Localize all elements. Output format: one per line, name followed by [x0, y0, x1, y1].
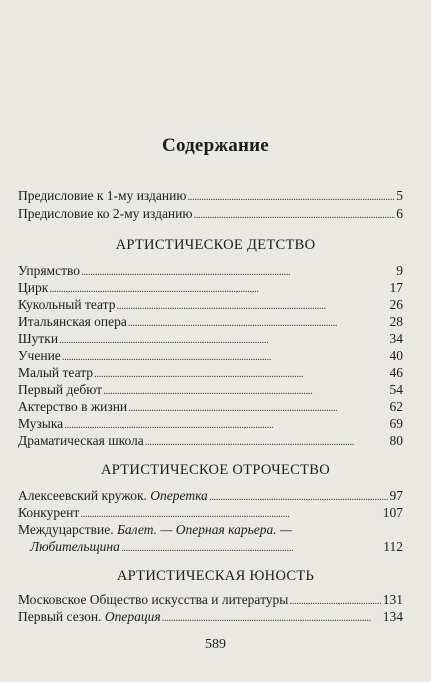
- page-title: Содержание: [162, 135, 269, 156]
- toc-entry-label: Драматическая школа: [18, 433, 144, 448]
- toc-entry: [18, 521, 403, 538]
- toc-entry: [18, 187, 403, 206]
- dot-leader: [193, 205, 395, 224]
- toc-entry-italic: Балет. — Оперная карьера. —: [116, 522, 292, 537]
- toc-entry-label: Любительщина: [30, 539, 120, 554]
- toc-entry-page: 46: [389, 365, 403, 380]
- toc-entry-page: 131: [382, 592, 403, 607]
- toc-entry: [18, 205, 403, 224]
- toc-entry-label: Конкурент: [18, 505, 80, 520]
- dot-leader: [187, 187, 395, 206]
- page-number: 589: [205, 637, 226, 652]
- toc-entry-label: Междуцарствие. Балет. — Оперная карьера. —: [18, 522, 292, 537]
- toc-entry: [18, 432, 403, 451]
- dot-leader: [121, 538, 382, 557]
- section-heading: АРТИСТИЧЕСКОЕ ОТРОЧЕСТВО: [100, 462, 331, 478]
- toc-entry-page: 34: [389, 331, 403, 346]
- toc-entry-label: Московское Общество искусства и литературы: [18, 592, 289, 607]
- toc-entry-label: Упрямство: [18, 263, 81, 278]
- toc-entry-page: 107: [382, 505, 403, 520]
- toc-entry-label: Цирк: [18, 280, 49, 295]
- toc-entry-label: Предисловие ко 2-му изданию: [18, 206, 193, 221]
- toc-entry-italic: Оперетка: [150, 488, 208, 503]
- toc-entry-page: 17: [389, 280, 403, 295]
- toc-entry-page: 69: [389, 416, 403, 431]
- toc-entry-label: Кукольный театр: [18, 297, 116, 312]
- toc-entry-label: Первый сезон. Операция: [18, 609, 161, 624]
- toc-entry-label: Итальянская опера: [18, 314, 127, 329]
- toc-entry-page: 40: [389, 348, 403, 363]
- toc-entry-page: 112: [383, 539, 403, 554]
- toc-entry-page: 28: [389, 314, 403, 329]
- toc-entry: [18, 608, 403, 627]
- toc-entry-label: Учение: [18, 348, 61, 363]
- toc-entry-label: Алексеевский кружок. Оперетка: [18, 488, 208, 503]
- toc-entry-label: Первый дебют: [18, 382, 103, 397]
- dot-leader: [145, 432, 389, 451]
- toc-entry-label: Музыка: [18, 416, 64, 431]
- toc-entry-label: Шутки: [18, 331, 59, 346]
- toc-entry-label: Актерство в жизни: [18, 399, 128, 414]
- toc-entry-page: 80: [389, 433, 403, 448]
- toc-entry-page: 26: [389, 297, 403, 312]
- toc-entry-italic: Операция: [104, 609, 161, 624]
- toc-entry-label: Предисловие к 1-му изданию: [18, 188, 187, 203]
- section-heading: АРТИСТИЧЕСКОЕ ДЕТСТВО: [115, 237, 316, 253]
- toc-entry-page: 97: [389, 488, 403, 503]
- section-heading: АРТИСТИЧЕСКАЯ ЮНОСТЬ: [116, 568, 315, 584]
- dot-leader: [162, 608, 382, 627]
- toc-entry-page: 5: [396, 188, 403, 203]
- toc-entry-page: 54: [389, 382, 403, 397]
- toc-entry-continuation: [30, 538, 403, 557]
- toc-entry-page: 6: [396, 206, 403, 221]
- toc-entry-page: 9: [396, 263, 403, 278]
- toc-entry-page: 62: [389, 399, 403, 414]
- toc-entry-page: 134: [382, 609, 403, 624]
- toc-entry-label: Малый театр: [18, 365, 94, 380]
